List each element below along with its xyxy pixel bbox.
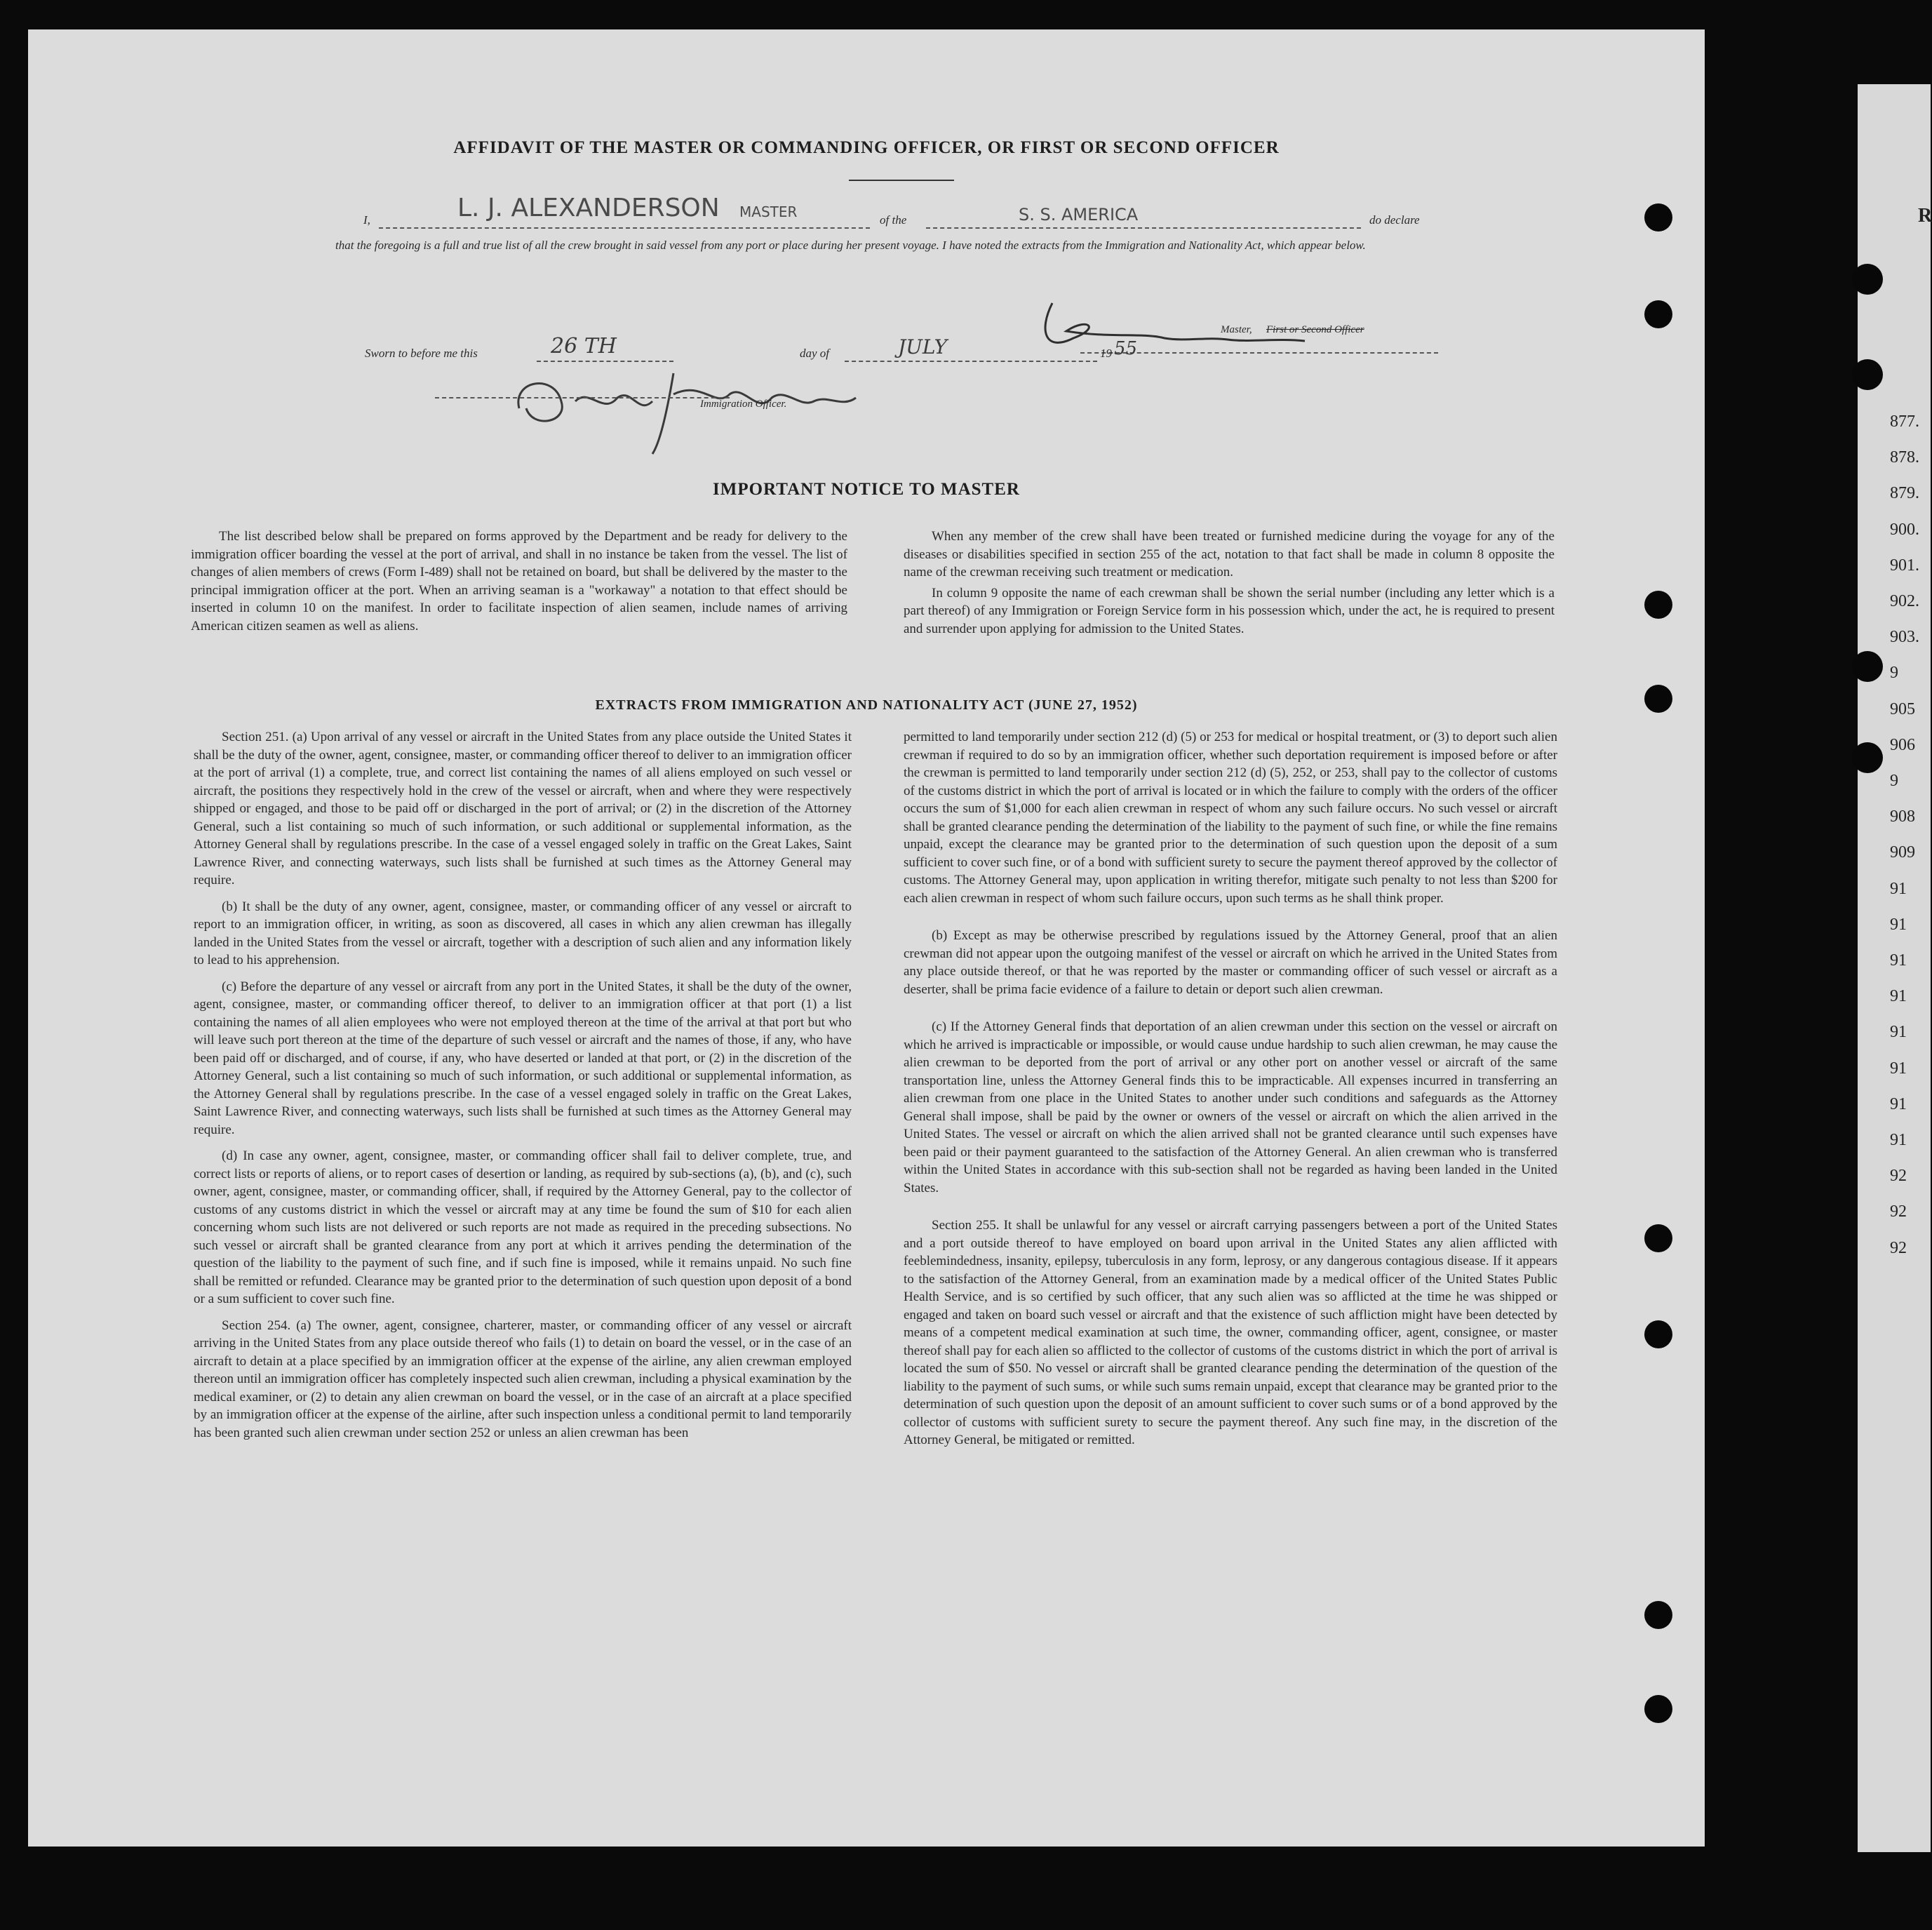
year-suffix: 55 [1114,338,1138,359]
adjacent-row-number: 91 [1890,1023,1907,1042]
vessel-name: S. S. AMERICA [1019,205,1139,225]
binder-hole [1852,359,1883,390]
extracts-title: EXTRACTS FROM IMMIGRATION AND NATIONALITY ACT (JUNE 27, 1952) [595,697,1138,713]
extract-paragraph: Section 255. It shall be unlawful for any vessel or aircraft carrying passengers between a port of the United States and a port outside thereof to have employed on board upon arrival in the United States any alien afflicted with feeblemindedness, insanity, epilepsy, tuberculosis in any form, leprosy, or any dangerous contagious disease. If it appears to the satisfaction of the Attorney General, from an examination made by a medical officer of the United States Public Health Service, and is so certified by such officer, that any such alien was so afflicted at the time he was shipped or engaged and taken on board such vessel or aircraft and that the existence of such affliction might have been detected by means of a competent medical examination at such time, the owner, commanding officer, agent, consignee, or master thereof shall pay for each alien so afflicted to the collector of customs of the customs district in which the port of arrival is located the sum of $50. No vessel or aircraft shall be granted clearance pending the determination of the question of the liability to the payment of such sums, or while such sums remain unpaid, except that clearance may be granted prior to the determination of such question upon the deposit of an amount sufficient to cover such sums or of a bond approved by the collector of customs with sufficient surety to secure the payment thereof. Any such fine may, in the discretion of the Attorney General, be mitigated or remitted. [904,1218,1557,1447]
officer-signature-line [435,397,730,398]
adjacent-row-number: 906 [1890,735,1915,754]
notice-right-column [904,528,1555,646]
adjacent-row-number: 900. [1890,520,1919,539]
adjacent-row-number: 903. [1890,628,1919,647]
sworn-label: Sworn to before me this [365,347,478,360]
adjacent-row-number: 908 [1890,807,1915,826]
adjacent-row-number: 879. [1890,484,1919,503]
extract-paragraph: permitted to land temporarily under section 212 (d) (5) or 253 for medical or hospital treatment, or (3) to deport such alien crewman if required to do so by an immigration officer, whether such deportation requirement is imposed before or after the crewman is permitted to land temporarily under section 212 (d) (5), 252, or 253, shall pay to the collector of customs of the customs district in which the port of arrival is located or in which the failure to comply with the orders of the officer occurs the sum of $1,000 for each alien crewman in respect of whom any such failure occurs. No such vessel or aircraft shall be granted clearance pending the determination of the liability to the payment of such fine, or while the fine remains unpaid, except the clearance may be granted prior to the determination of such question upon the deposit of a sum sufficient to cover such fine, or of a bond with sufficient surety to secure the payment thereof approved by the collector of customs. The Attorney General may, upon application in writing therefor, mitigate such penalty to not less than $200 for each alien crewman in respect of whom such failure occurs, upon such terms as he shall think proper. [904,730,1557,906]
day-of-label: day of [800,347,830,360]
notice-left-text: The list described below shall be prepared on forms approved by the Department and be ready for delivery to the immigration officer boarding the vessel at the port of arrival, and shall in no instance be taken from the vessel. The list of changes of alien members of crews (Form I-489) shall not be retained on board, but shall be delivered by the master to the principal immigration officer at the port. When an arriving seaman is a "workaway" a notation to that effect should be inserted in column 10 on the manifest. In order to facilitate inspection of alien seamen, include names of arriving American citizen seamen as well as aliens. [191,529,847,634]
binder-hole [1852,264,1883,295]
binder-hole [1644,591,1672,619]
adjacent-row-number: 877. [1890,413,1919,431]
officer-signature [491,359,884,457]
adjacent-row-number: 902. [1890,592,1919,610]
binder-hole [1644,203,1672,232]
binder-hole [1644,1695,1672,1723]
signer-title-struck: First or Second Officer [1266,324,1364,335]
affidavit-title: AFFIDAVIT OF THE MASTER OR COMMANDING OFFICER, OR FIRST OR SECOND OFFICER [453,138,1280,157]
name-line [379,227,870,229]
adjacent-row-number: 91 [1890,1059,1907,1078]
binder-hole [1852,651,1883,682]
extracts-left-column [194,728,852,1450]
adjacent-row-number: 91 [1890,915,1907,934]
officer-caption: Immigration Officer. [700,398,787,410]
adjacent-row-number: 91 [1890,1094,1907,1113]
adjacent-page [1858,84,1931,1852]
do-declare-label: do declare [1369,213,1420,227]
i-label: I, [363,213,370,227]
adjacent-row-number: 92 [1890,1202,1907,1221]
adjacent-row-number: 91 [1890,987,1907,1006]
vessel-line [926,227,1361,229]
binder-hole [1644,300,1672,328]
adjacent-row-number: 91 [1890,951,1907,970]
year-prefix: 19 [1100,347,1112,360]
adjacent-row-number: 92 [1890,1167,1907,1186]
extract-paragraph: (b) Except as may be otherwise prescribed by regulations issued by the Attorney General, proof that an alien crewman did not appear upon the outgoing manifest of the vessel or aircraft on which he arrived in the United States from any place outside thereof, or that he was reported by the master or commanding officer of such vessel or aircraft as a deserter, shall be prima facie evidence of a failure to detain or deport such alien crewman. [904,928,1557,997]
title-rule [849,180,954,181]
document-page [28,29,1705,1847]
extract-paragraph: (b) It shall be the duty of any owner, agent, consignee, master, or commanding officer of any vessel or aircraft to report to an immigration officer, in writing, as soon as discovered, all cases in which any alien crewman has illegally landed in the United States from the vessel or aircraft, together with a description of such alien and any information likely to lead to his apprehension. [194,899,852,967]
extract-paragraph: (c) If the Attorney General finds that deportation of an alien crewman under this section on the vessel or aircraft on which he arrived is impracticable or impossible, or would cause undue hardship to such alien crewman, he may cause the alien crewman to be deported from the port of arrival or any other port on another vessel or aircraft of the same transportation line, unless the Attorney General finds this to be impracticable. All expenses incurred in transferring an alien crewman from one place in the United States to another under such conditions and safeguards as the Attorney General shall impose, shall be paid by the owner or owners of the vessel or aircraft on which the alien arrived in the United States. The vessel or aircraft on which the alien arrived shall not be granted clearance until such expenses have been paid or their payment guaranteed to the satisfaction of the Attorney General. An alien crewman who is transferred within the United States in accordance with this sub-section shall not be regarded as having been landed in the United States. [904,1019,1557,1195]
extracts-right-column [904,728,1557,1458]
binder-hole [1644,1224,1672,1252]
binder-hole [1644,1320,1672,1348]
extract-paragraph: Section 254. (a) The owner, agent, consignee, charterer, master, or commanding officer of any vessel or aircraft arriving in the United States from any place outside thereof who fails (1) to detain on board the vessel, or in the case of an aircraft to detain at a place specified by an immigration officer at the expense of the airline, any alien crewman employed thereon until an immigration officer has completely inspected such alien crewman, including a physical examination by the medical examiner, or (2) to detain any alien crewman on board the vessel, or in the case of an aircraft at a place specified by an immigration officer at the expense of the airline, after such inspection unless a conditional permit to land temporarily has been granted such alien crewman under section 252 or unless an alien crewman has been [194,1318,852,1440]
notice-right-text-2: In column 9 opposite the name of each crewman shall be shown the serial number (including any letter which is a part thereof) of any Immigration or Foreign Service form in his possession which, under the act, he is required to present and surrender upon applying for admission to the United States. [904,585,1555,636]
binder-hole [1644,685,1672,713]
adjacent-row-number: 9 [1890,664,1898,683]
sworn-month: JULY [898,335,948,358]
adjacent-header-letter: R [1918,205,1932,227]
of-the-label: of the [880,213,907,227]
notice-right-text-1: When any member of the crew shall have been treated or furnished medicine during the voyage for any of the diseases or disabilities specified in section 255 of the act, notation to that fact shall be made in column 8 opposite the name of the crewman receiving such treatment or medication. [904,529,1555,579]
binder-hole [1852,742,1883,773]
declaration-text: that the foregoing is a full and true list of all the crew brought in said vessel from any port or place during her present voyage. I have noted the extracts from the Immigration and Nationality Act, which appear below. [335,239,1366,252]
sworn-day: 26 TH [551,334,617,358]
master-name: L. J. ALEXANDERSON [457,194,720,222]
adjacent-row-number: 91 [1890,1131,1907,1149]
master-rank: MASTER [739,203,798,220]
adjacent-row-number: 92 [1890,1238,1907,1257]
adjacent-row-number: 91 [1890,879,1907,898]
extract-paragraph: (d) In case any owner, agent, consignee, master, or commanding officer shall fail to deliver complete, true, and correct lists or reports of aliens, or to report cases of desertion or landing, as required by sub-sections (a), (b), and (c), such owner, agent, consignee, master, or commanding officer, shall, if required by the Attorney General, pay to the collector of customs of any customs district in which the vessel or aircraft may at any time be found the sum of $10 for each alien concerning whom such lists are not delivered or such reports are not made as required in the preceding subsections. No such vessel or aircraft shall be granted clearance from any port at which it arrives pending the determination of the question of the liability to the payment of such fine, and if such fine is imposed, while it remains unpaid. No such fine shall be remitted or refunded. Clearance may be granted prior to the determination of such question upon deposit of a bond or a sum sufficient to cover such fine. [194,1148,852,1306]
signer-title-prefix: Master, [1221,324,1252,335]
binder-hole [1644,1601,1672,1629]
extract-paragraph: (c) Before the departure of any vessel or aircraft from any port in the United States, it shall be the duty of the owner, agent, consignee, master, or commanding officer thereof, to deliver to an immigration officer at that port (1) a list containing the names of all alien employees who were not employed thereon at the time of the arrival at that port but who will leave such port thereon at the time of the departure of such vessel or aircraft and the names of those, if any, who have been paid off or discharged, and of course, if any, who have deserted or landed at that port, or (2) in the discretion of the Attorney General, such a list containing so much of such information, or such additional or supplemental information, as the Attorney General shall by regulations prescribe. In the case of a vessel engaged solely in traffic on the Great Lakes, Saint Lawrence River, and connecting waterways, such lists shall be furnished at such times as the Attorney General may require. [194,979,852,1137]
extract-paragraph: Section 251. (a) Upon arrival of any vessel or aircraft in the United States from any place outside the United States it shall be the duty of the owner, agent, consignee, master, or commanding officer thereof to deliver to an immigration officer at the port of arrival (1) a complete, true, and correct list containing the names of all aliens employed on such vessel or aircraft, the positions they respectively hold in the crew of the vessel or aircraft, when and where they were respectively shipped or engaged, and those to be paid off or discharged in the port of arrival; or (2) in the discretion of the Attorney General, such a list containing so much of such information, or such additional or supplemental information, as the Attorney General shall by regulations prescribe. In the case of a vessel engaged solely in traffic on the Great Lakes, Saint Lawrence River, and connecting waterways, such lists shall be furnished at such times as the Attorney General may require. [194,730,852,887]
adjacent-row-number: 905 [1890,699,1915,718]
notice-title: IMPORTANT NOTICE TO MASTER [713,480,1020,499]
adjacent-row-number: 909 [1890,843,1915,862]
adjacent-row-number: 878. [1890,448,1919,467]
adjacent-row-number: 901. [1890,556,1919,575]
adjacent-row-number: 9 [1890,772,1898,790]
notice-left-column [191,528,847,643]
